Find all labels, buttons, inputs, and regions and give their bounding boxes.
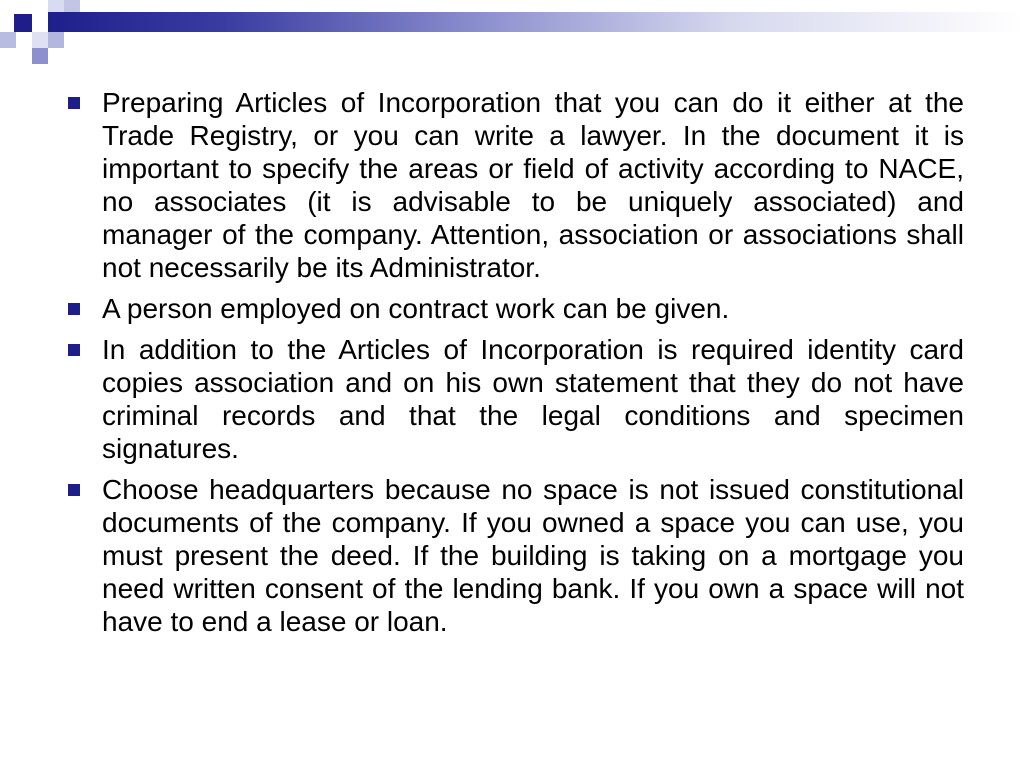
bullet-item (62, 333, 964, 465)
bullet-text: In addition to the Articles of Incorporation is required identity card copies association and on his own statement that they do not have criminal records and that the legal conditions and specimen signatures. (102, 334, 964, 464)
bullet-item (62, 292, 964, 325)
header-decoration (0, 0, 1024, 70)
square-bullet-icon (68, 484, 80, 496)
decor-square (32, 48, 48, 64)
decor-square (64, 0, 80, 12)
decor-square (32, 32, 48, 48)
square-bullet-icon (68, 303, 80, 315)
decor-square (14, 14, 32, 32)
bullet-text: Choose headquarters because no space is not issued constitutional documents of the company. If you owned a space you can use, you must present the deed. If the building is taking on a mortgage you need written consent of the lending bank. If you own a space will not have to end a lease or loan. (102, 474, 964, 637)
square-bullet-icon (68, 97, 80, 109)
bullet-item (62, 473, 964, 638)
decor-square (48, 0, 64, 12)
decor-square (48, 32, 64, 48)
slide-body (62, 86, 964, 646)
gradient-bar (48, 12, 1024, 32)
bullet-list (62, 86, 964, 638)
bullet-text: A person employed on contract work can be given. (102, 293, 730, 324)
square-bullet-icon (68, 344, 80, 356)
bullet-item (62, 86, 964, 284)
bullet-text: Preparing Articles of Incorporation that you can do it either at the Trade Registry, or you can write a lawyer. In the document it is important to specify the areas or field of activity according to NACE, no associates (it is advisable to be uniquely associated) and manager of the company. Attention, association or associations shall not necessarily be its Administrator. (102, 87, 964, 283)
decor-square (0, 32, 16, 48)
